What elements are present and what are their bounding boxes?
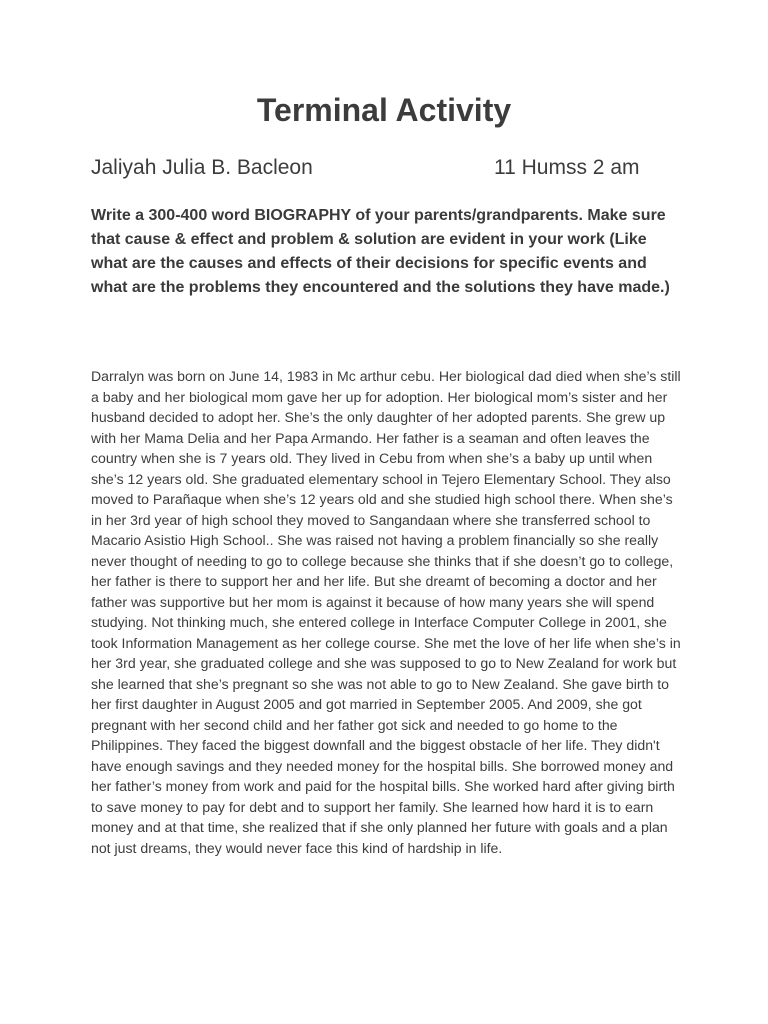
student-class: 11 Humss 2 am bbox=[494, 156, 640, 179]
page-title: Terminal Activity bbox=[256, 92, 512, 128]
student-name: Jaliyah Julia B. Bacleon bbox=[91, 156, 313, 179]
instructions-paragraph: Write a 300-400 word BIOGRAPHY of your parents/grandparents. Make sure that cause & effect and problem & solution are evident in your work (Like what are the causes and effects of their decisions for specific events and what are the problems they encountered and the solutions they have made.) bbox=[91, 207, 670, 296]
biography-paragraph: Darralyn was born on June 14, 1983 in Mc arthur cebu. Her biological dad died when she’s still a baby and her biological mom gave her up for adoption. Her biological mom’s sister and her husband decided to adopt her. She’s the only daughter of her adopted parents. She grew up with her Mama Delia and her Papa Armando. Her father is a seaman and often leaves the country when she is 7 years old. They lived in Cebu from when she’s a baby up until when she’s 12 years old. She graduated elementary school in Tejero Elementary School. They also moved to Parañaque when she’s 12 years old and she studied high school there. When she’s in her 3rd year of high school they moved to Sangandaan where she transferred school to Macario Asistio High School.. She was raised not having a problem financially so she really never thought of needing to go to college because she thinks that if she doesn’t go to college, her father is there to support her and her life. But she dreamt of becoming a doctor and her father was supportive but her mom is against it because of how many years she will spend studying. Not thinking much, she entered college in Interface Computer College in 2001, she took Information Management as her college course. She met the love of her life when she’s in her 3rd year, she graduated college and she was supposed to go to New Zealand for work but she learned that she’s pregnant so she was not able to go to New Zealand. She gave birth to her first daughter in August 2005 and got married in September 2005. And 2009, she got pregnant with her second child and her father got sick and needed to go home to the Philippines. They faced the biggest downfall and the biggest obstacle of her life. They didn't have enough savings and they needed money for the hospital bills. She borrowed money and her father’s money from work and paid for the hospital bills. She worked hard after giving birth to save money to pay for debt and to support her family. She learned how hard it is to earn money and at that time, she realized that if she only planned her future with goals and a plan not just dreams, they would never face this kind of hardship in life. bbox=[91, 368, 681, 856]
